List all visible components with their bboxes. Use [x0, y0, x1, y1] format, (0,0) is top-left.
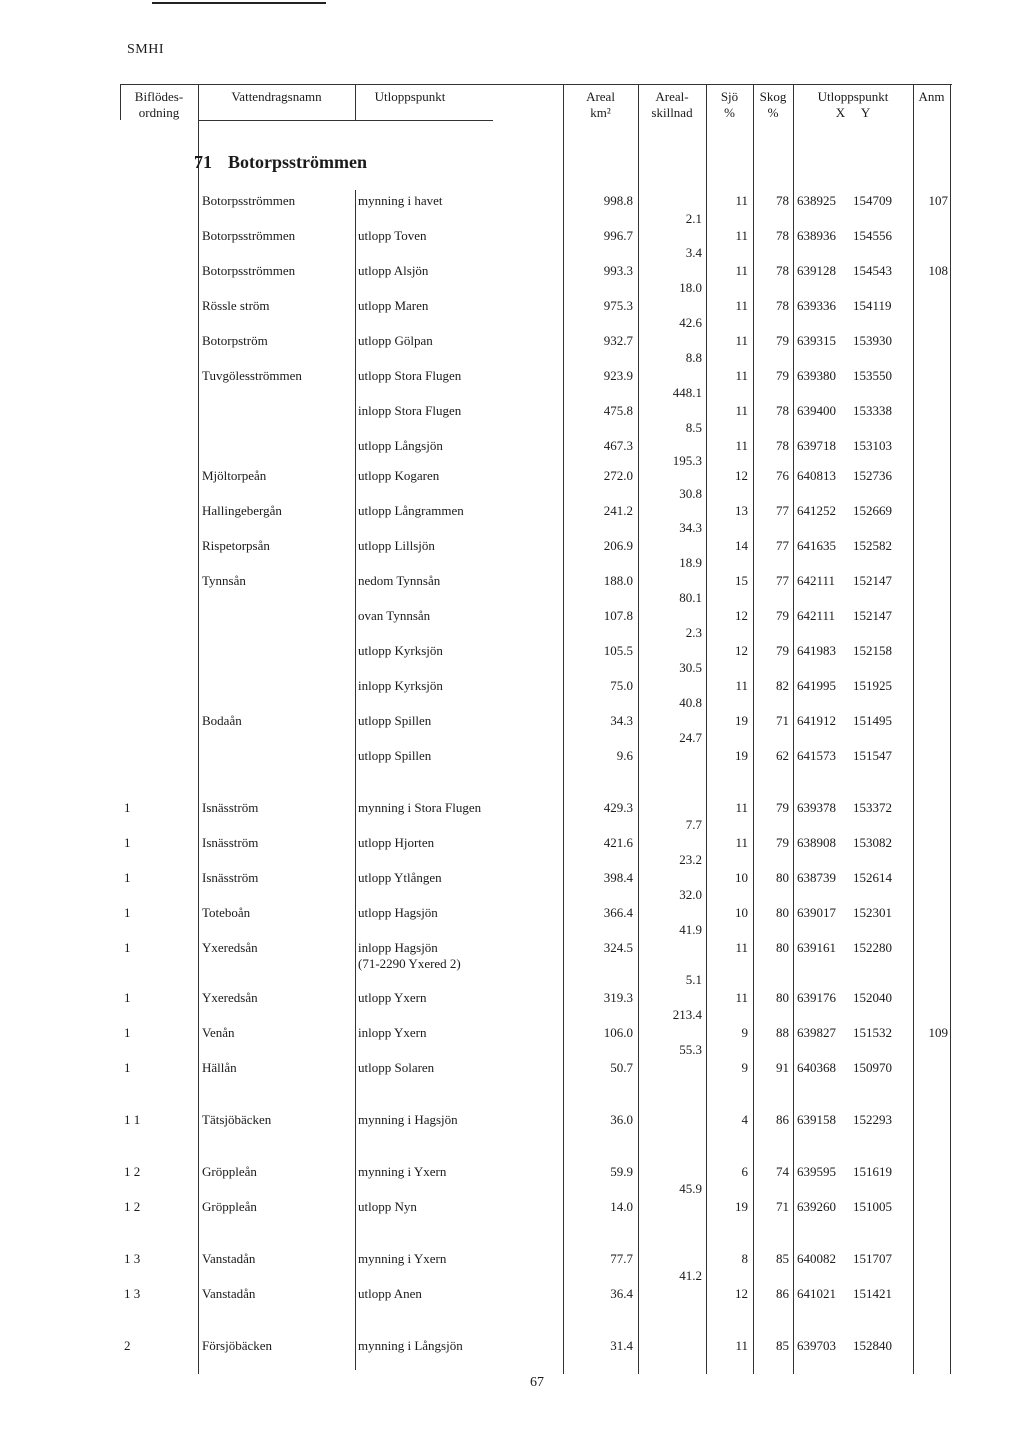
cell-utloppspunkt: utlopp Yxern [358, 990, 427, 1005]
cell-ordning: 1 [124, 800, 131, 815]
cell-skog: 71 [776, 1199, 789, 1214]
cell-y: 154556 [853, 228, 892, 243]
cell-arealskillnad: 5.1 [685, 972, 702, 987]
cell-utloppspunkt: utlopp Hagsjön [358, 905, 438, 920]
header-utloppspunkt: Utloppspunkt [374, 89, 446, 104]
cell-x: 639595 [797, 1164, 836, 1179]
cell-skog: 78 [776, 193, 789, 208]
cell-utloppspunkt: mynning i Yxern [358, 1164, 447, 1179]
cell-skog: 80 [776, 870, 789, 885]
cell-skog: 76 [776, 468, 789, 483]
cell-areal: 9.6 [616, 748, 633, 763]
cell-sjo: 10 [735, 870, 748, 885]
cell-x: 641635 [797, 538, 836, 553]
cell-skog: 80 [776, 940, 789, 955]
cell-x: 640368 [797, 1060, 836, 1075]
cell-skog: 86 [776, 1286, 789, 1301]
cell-arealskillnad: 23.2 [679, 852, 702, 867]
cell-sjo: 12 [735, 643, 748, 658]
cell-areal: 105.5 [603, 643, 633, 658]
cell-x: 641021 [797, 1286, 836, 1301]
cell-vattendragsnamn: Yxeredsån [202, 940, 258, 955]
cell-areal: 59.9 [610, 1164, 633, 1179]
cell-sjo: 12 [735, 608, 748, 623]
header-arealskillnad: Areal- skillnad [651, 89, 693, 120]
cell-sjo: 15 [735, 573, 748, 588]
cell-x: 642111 [797, 573, 836, 588]
cell-areal: 50.7 [610, 1060, 633, 1075]
cell-ordning: 1 [124, 1060, 131, 1075]
cell-skog: 88 [776, 1025, 789, 1040]
header-sjo: Sjö % [720, 89, 739, 120]
cell-vattendragsnamn: Yxeredsån [202, 990, 258, 1005]
cell-areal: 75.0 [610, 678, 633, 693]
cell-y: 154119 [853, 298, 892, 313]
col-divider-diff [638, 84, 639, 1374]
cell-sjo: 11 [735, 193, 748, 208]
cell-vattendragsnamn: Rössle ström [202, 298, 270, 313]
cell-utloppspunkt: utlopp Spillen [358, 713, 432, 728]
cell-y: 151925 [853, 678, 892, 693]
cell-x: 639128 [797, 263, 836, 278]
cell-arealskillnad: 41.9 [679, 922, 702, 937]
cell-skog: 79 [776, 333, 789, 348]
cell-utloppspunkt: inlopp Stora Flugen [358, 403, 462, 418]
cell-arealskillnad: 55.3 [679, 1042, 702, 1057]
cell-sjo: 11 [735, 438, 748, 453]
cell-y: 150970 [853, 1060, 892, 1075]
cell-y: 153930 [853, 333, 892, 348]
header-top-rule [120, 84, 952, 85]
cell-x: 639158 [797, 1112, 836, 1127]
cell-skog: 78 [776, 263, 789, 278]
cell-areal: 923.9 [603, 368, 633, 383]
page-number: 67 [530, 1375, 544, 1390]
cell-areal: 998.8 [603, 193, 633, 208]
cell-utloppspunkt: ovan Tynnsån [358, 608, 431, 623]
cell-skog: 77 [776, 573, 789, 588]
cell-utloppspunkt: utlopp Nyn [358, 1199, 417, 1214]
cell-arealskillnad: 42.6 [679, 315, 702, 330]
cell-ordning: 1 [124, 905, 131, 920]
cell-utloppspunkt: mynning i Yxern [358, 1251, 447, 1266]
cell-utloppspunkt: utlopp Anen [358, 1286, 422, 1301]
cell-skog: 91 [776, 1060, 789, 1075]
cell-y: 152582 [853, 538, 892, 553]
cell-skog: 78 [776, 298, 789, 313]
cell-utloppspunkt: utlopp Långsjön [358, 438, 443, 453]
top-rule [152, 2, 326, 4]
cell-utloppspunkt: utlopp Gölpan [358, 333, 433, 348]
header-skog: Skog % [759, 89, 787, 120]
cell-areal: 34.3 [610, 713, 633, 728]
cell-utloppspunkt-note: (71-2290 Yxered 2) [358, 956, 461, 971]
cell-y: 151421 [853, 1286, 892, 1301]
cell-ordning: 1 2 [124, 1164, 141, 1179]
cell-vattendragsnamn: Venån [202, 1025, 235, 1040]
cell-x: 639336 [797, 298, 836, 313]
cell-y: 153550 [853, 368, 892, 383]
cell-sjo: 11 [735, 333, 748, 348]
cell-anm: 107 [928, 193, 948, 208]
cell-vattendragsnamn: Isnäsström [202, 800, 259, 815]
cell-utloppspunkt: inlopp Hagsjön [358, 940, 438, 955]
cell-sjo: 14 [735, 538, 748, 553]
cell-skog: 80 [776, 905, 789, 920]
cell-x: 639380 [797, 368, 836, 383]
cell-sjo: 11 [735, 228, 748, 243]
cell-skog: 86 [776, 1112, 789, 1127]
cell-x: 641983 [797, 643, 836, 658]
cell-x: 639315 [797, 333, 836, 348]
cell-y: 152301 [853, 905, 892, 920]
cell-x: 639161 [797, 940, 836, 955]
cell-vattendragsnamn: Gröppleån [202, 1199, 257, 1214]
cell-x: 640082 [797, 1251, 836, 1266]
cell-sjo: 13 [735, 503, 748, 518]
cell-y: 153103 [853, 438, 892, 453]
cell-arealskillnad: 24.7 [679, 730, 702, 745]
cell-y: 154709 [853, 193, 892, 208]
cell-utloppspunkt: utlopp Lillsjön [358, 538, 435, 553]
section-title: Botorpsströmmen [228, 152, 367, 172]
cell-utloppspunkt: utlopp Kogaren [358, 468, 440, 483]
header-bottom-rule [198, 120, 493, 121]
cell-vattendragsnamn: Hallingebergån [202, 503, 282, 518]
cell-areal: 206.9 [603, 538, 633, 553]
cell-areal: 319.3 [603, 990, 633, 1005]
cell-sjo: 12 [735, 468, 748, 483]
cell-vattendragsnamn: Botorpsströmmen [202, 193, 296, 208]
cell-x: 639017 [797, 905, 836, 920]
cell-y: 154543 [853, 263, 892, 278]
cell-arealskillnad: 80.1 [679, 590, 702, 605]
cell-skog: 77 [776, 503, 789, 518]
cell-areal: 996.7 [603, 228, 633, 243]
col-divider-anm [913, 84, 914, 1374]
cell-utloppspunkt: mynning i Långsjön [358, 1338, 463, 1353]
cell-ordning: 1 [124, 870, 131, 885]
cell-areal: 31.4 [610, 1338, 633, 1353]
cell-arealskillnad: 32.0 [679, 887, 702, 902]
cell-vattendragsnamn: Botorpsströmmen [202, 263, 296, 278]
cell-vattendragsnamn: Tynnsån [202, 573, 246, 588]
cell-y: 152840 [853, 1338, 892, 1353]
cell-y: 151005 [853, 1199, 892, 1214]
cell-arealskillnad: 8.8 [685, 350, 702, 365]
cell-skog: 71 [776, 713, 789, 728]
cell-vattendragsnamn: Försjöbäcken [202, 1338, 273, 1353]
cell-x: 638908 [797, 835, 836, 850]
cell-arealskillnad: 8.5 [685, 420, 702, 435]
cell-x: 639718 [797, 438, 836, 453]
cell-utloppspunkt: mynning i havet [358, 193, 443, 208]
cell-x: 639400 [797, 403, 836, 418]
col-divider-name [198, 84, 199, 1374]
cell-ordning: 1 3 [124, 1251, 141, 1266]
cell-areal: 932.7 [603, 333, 633, 348]
cell-y: 153082 [853, 835, 892, 850]
organization-label: SMHI [127, 42, 165, 57]
cell-ordning: 1 2 [124, 1199, 141, 1214]
cell-sjo: 11 [735, 298, 748, 313]
cell-y: 151619 [853, 1164, 892, 1179]
cell-vattendragsnamn: Mjöltorpeån [202, 468, 267, 483]
header-utloppspunkt-xy: Utloppspunkt X Y [817, 89, 889, 120]
cell-skog: 82 [776, 678, 789, 693]
cell-utloppspunkt: mynning i Stora Flugen [358, 800, 482, 815]
cell-areal: 36.4 [610, 1286, 633, 1301]
cell-utloppspunkt: nedom Tynnsån [358, 573, 441, 588]
cell-x: 639703 [797, 1338, 836, 1353]
cell-y: 152669 [853, 503, 892, 518]
cell-anm: 108 [928, 263, 948, 278]
cell-areal: 324.5 [603, 940, 633, 955]
cell-vattendragsnamn: Tuvgölesströmmen [202, 368, 302, 383]
col-divider-area [563, 84, 564, 1374]
col-divider-right [950, 84, 951, 1374]
cell-x: 639827 [797, 1025, 836, 1040]
cell-y: 152147 [853, 573, 892, 588]
col-divider-xy [793, 84, 794, 1374]
cell-vattendragsnamn: Vanstadån [202, 1251, 256, 1266]
cell-utloppspunkt: utlopp Kyrksjön [358, 643, 443, 658]
cell-vattendragsnamn: Tätsjöbäcken [202, 1112, 272, 1127]
cell-areal: 107.8 [603, 608, 633, 623]
cell-skog: 74 [776, 1164, 789, 1179]
cell-skog: 79 [776, 643, 789, 658]
header-ordning: Biflödes- ordning [134, 89, 184, 120]
cell-areal: 993.3 [603, 263, 633, 278]
cell-skog: 85 [776, 1251, 789, 1266]
cell-ordning: 1 [124, 990, 131, 1005]
cell-sjo: 10 [735, 905, 748, 920]
cell-utloppspunkt: utlopp Alsjön [358, 263, 429, 278]
cell-y: 152040 [853, 990, 892, 1005]
cell-areal: 467.3 [603, 438, 633, 453]
cell-sjo: 11 [735, 403, 748, 418]
cell-arealskillnad: 213.4 [672, 1007, 702, 1022]
cell-areal: 975.3 [603, 298, 633, 313]
cell-utloppspunkt: utlopp Stora Flugen [358, 368, 462, 383]
cell-arealskillnad: 30.5 [679, 660, 702, 675]
cell-utloppspunkt: utlopp Hjorten [358, 835, 435, 850]
cell-sjo: 11 [735, 940, 748, 955]
cell-arealskillnad: 2.3 [685, 625, 702, 640]
cell-skog: 78 [776, 438, 789, 453]
cell-x: 639378 [797, 800, 836, 815]
cell-skog: 85 [776, 1338, 789, 1353]
cell-vattendragsnamn: Bodaån [202, 713, 242, 728]
cell-y: 152158 [853, 643, 892, 658]
cell-y: 151495 [853, 713, 892, 728]
cell-y: 153372 [853, 800, 892, 815]
cell-ordning: 1 1 [124, 1112, 141, 1127]
cell-vattendragsnamn: Gröppleån [202, 1164, 257, 1179]
cell-skog: 79 [776, 368, 789, 383]
cell-x: 642111 [797, 608, 836, 623]
cell-areal: 14.0 [610, 1199, 633, 1214]
cell-skog: 77 [776, 538, 789, 553]
cell-x: 641573 [797, 748, 836, 763]
cell-y: 152293 [853, 1112, 892, 1127]
cell-utloppspunkt: inlopp Kyrksjön [358, 678, 443, 693]
cell-vattendragsnamn: Isnäsström [202, 870, 259, 885]
cell-vattendragsnamn: Vanstadån [202, 1286, 256, 1301]
cell-x: 639176 [797, 990, 836, 1005]
cell-areal: 77.7 [610, 1251, 633, 1266]
cell-vattendragsnamn: Botorpström [202, 333, 268, 348]
cell-sjo: 19 [735, 713, 748, 728]
cell-sjo: 11 [735, 990, 748, 1005]
cell-ordning: 1 [124, 835, 131, 850]
cell-x: 638925 [797, 193, 836, 208]
cell-sjo: 19 [735, 1199, 748, 1214]
cell-areal: 475.8 [603, 403, 633, 418]
cell-arealskillnad: 40.8 [679, 695, 702, 710]
cell-y: 151532 [853, 1025, 892, 1040]
cell-y: 152614 [853, 870, 892, 885]
cell-sjo: 6 [741, 1164, 748, 1179]
cell-utloppspunkt: utlopp Ytlången [358, 870, 442, 885]
cell-vattendragsnamn: Botorpsströmmen [202, 228, 296, 243]
cell-arealskillnad: 7.7 [685, 817, 702, 832]
cell-sjo: 9 [741, 1025, 748, 1040]
cell-sjo: 4 [741, 1112, 748, 1127]
cell-x: 638936 [797, 228, 836, 243]
cell-ordning: 1 3 [124, 1286, 141, 1301]
col-divider-skog [753, 84, 754, 1374]
cell-areal: 366.4 [603, 905, 633, 920]
cell-sjo: 11 [735, 263, 748, 278]
cell-sjo: 11 [735, 368, 748, 383]
cell-skog: 80 [776, 990, 789, 1005]
cell-utloppspunkt: mynning i Hagsjön [358, 1112, 458, 1127]
col-divider-outlet [355, 190, 356, 1370]
cell-sjo: 11 [735, 835, 748, 850]
header-areal: Areal km² [586, 89, 615, 120]
cell-y: 152736 [853, 468, 892, 483]
cell-sjo: 8 [741, 1251, 748, 1266]
cell-sjo: 12 [735, 1286, 748, 1301]
cell-sjo: 19 [735, 748, 748, 763]
cell-skog: 79 [776, 835, 789, 850]
cell-sjo: 11 [735, 800, 748, 815]
cell-vattendragsnamn: Isnäsström [202, 835, 259, 850]
cell-sjo: 11 [735, 678, 748, 693]
header-vattendragsnamn: Vattendragsnamn [231, 89, 322, 104]
cell-skog: 78 [776, 403, 789, 418]
cell-areal: 429.3 [603, 800, 633, 815]
cell-anm: 109 [928, 1025, 948, 1040]
cell-vattendragsnamn: Rispetorpsån [202, 538, 270, 553]
header-anm: Anm [918, 89, 945, 104]
cell-utloppspunkt: utlopp Långrammen [358, 503, 464, 518]
cell-areal: 188.0 [603, 573, 633, 588]
cell-x: 640813 [797, 468, 836, 483]
cell-x: 641912 [797, 713, 836, 728]
cell-arealskillnad: 18.9 [679, 555, 702, 570]
cell-skog: 79 [776, 800, 789, 815]
cell-skog: 62 [776, 748, 789, 763]
cell-utloppspunkt: inlopp Yxern [358, 1025, 427, 1040]
col-divider-sjo [706, 84, 707, 1374]
cell-y: 151547 [853, 748, 892, 763]
section-number: 71 [194, 152, 212, 172]
cell-ordning: 1 [124, 1025, 131, 1040]
cell-utloppspunkt: utlopp Toven [358, 228, 427, 243]
cell-x: 641995 [797, 678, 836, 693]
cell-arealskillnad: 30.8 [679, 486, 702, 501]
cell-areal: 36.0 [610, 1112, 633, 1127]
section-heading [194, 152, 383, 173]
cell-sjo: 9 [741, 1060, 748, 1075]
cell-arealskillnad: 3.4 [685, 245, 702, 260]
cell-y: 153338 [853, 403, 892, 418]
cell-areal: 241.2 [603, 503, 633, 518]
cell-arealskillnad: 195.3 [672, 453, 702, 468]
cell-skog: 79 [776, 608, 789, 623]
cell-arealskillnad: 18.0 [679, 280, 702, 295]
cell-ordning: 2 [124, 1338, 131, 1353]
cell-y: 152280 [853, 940, 892, 955]
cell-arealskillnad: 45.9 [679, 1181, 702, 1196]
cell-vattendragsnamn: Toteboån [202, 905, 251, 920]
cell-areal: 421.6 [603, 835, 633, 850]
cell-utloppspunkt: utlopp Maren [358, 298, 429, 313]
cell-x: 638739 [797, 870, 836, 885]
cell-utloppspunkt: utlopp Solaren [358, 1060, 435, 1075]
cell-x: 639260 [797, 1199, 836, 1214]
cell-areal: 272.0 [603, 468, 633, 483]
cell-areal: 106.0 [603, 1025, 633, 1040]
cell-arealskillnad: 2.1 [685, 211, 702, 226]
cell-arealskillnad: 34.3 [679, 520, 702, 535]
cell-arealskillnad: 448.1 [672, 385, 702, 400]
cell-ordning: 1 [124, 940, 131, 955]
cell-x: 641252 [797, 503, 836, 518]
cell-y: 151707 [853, 1251, 892, 1266]
cell-arealskillnad: 41.2 [679, 1268, 702, 1283]
cell-skog: 78 [776, 228, 789, 243]
cell-vattendragsnamn: Hällån [202, 1060, 237, 1075]
cell-areal: 398.4 [603, 870, 633, 885]
cell-sjo: 11 [735, 1338, 748, 1353]
cell-utloppspunkt: utlopp Spillen [358, 748, 432, 763]
cell-y: 152147 [853, 608, 892, 623]
